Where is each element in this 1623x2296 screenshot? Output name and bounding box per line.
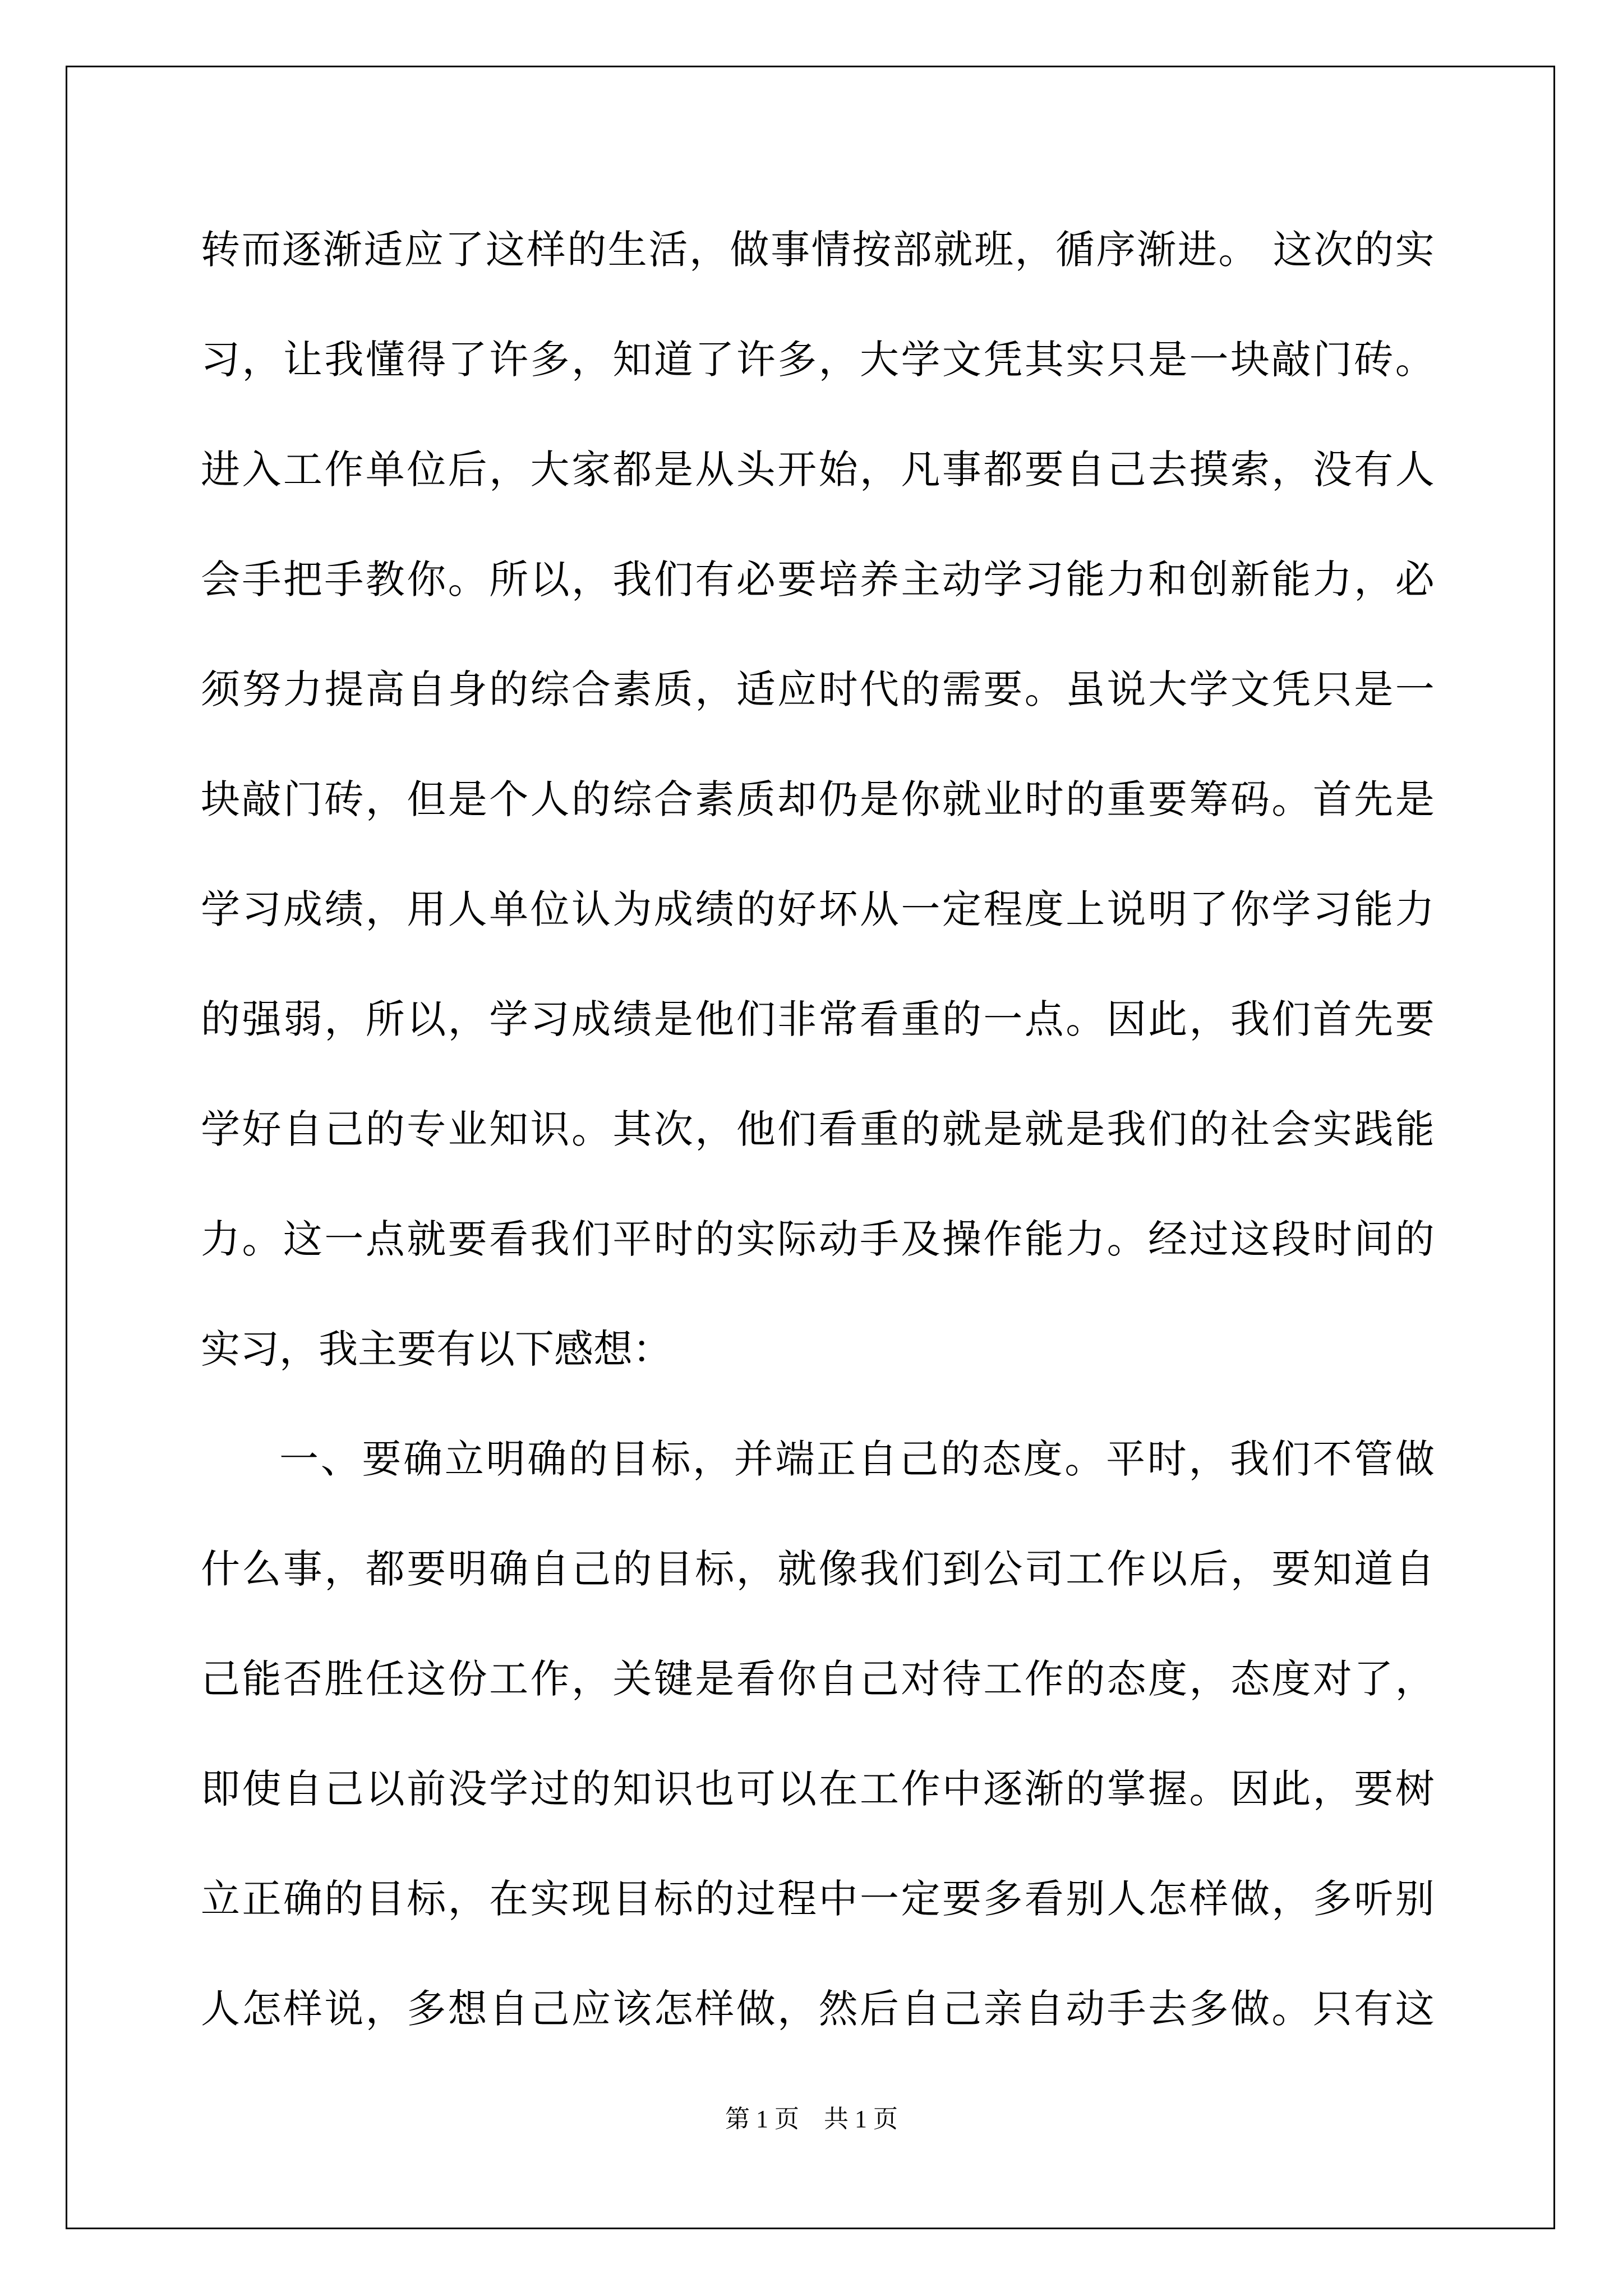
text-line: 一 、 要 确 立 明 确 的 目 标 ， 并 端 正 自 己 的 态 度 。 平 时 ， 我 们 不 管 做 <box>279 1436 1435 1482</box>
text-line: 即 使 自 己 以 前 没 学 过 的 知 识 也 可 以 在 工 作 中 逐 渐 的 掌 握 。 因 此 ， 要 树 <box>201 1766 1435 1812</box>
document-body <box>201 213 1435 2082</box>
text-line: 须 努 力 提 高 自 身 的 综 合 素 质 ， 适 应 时 代 的 需 要 。 虽 说 大 学 文 凭 只 是 一 <box>201 666 1435 712</box>
page-footer: 第 1 页 共 1 页 <box>725 2105 898 2133</box>
text-line: 学 习 成 绩 ， 用 人 单 位 认 为 成 绩 的 好 坏 从 一 定 程 度 上 说 明 了 你 学 习 能 力 <box>201 886 1435 932</box>
text-line: 的 强 弱 ， 所 以 ， 学 习 成 绩 是 他 们 非 常 看 重 的 一 点 。 因 此 ， 我 们 首 先 要 <box>201 996 1435 1042</box>
text-line: 转 而 逐 渐 适 应 了 这 样 的 生 活 ， 做 事 情 按 部 就 班 ， 循 序 渐 进 。 这 次 的 实 <box>201 227 1435 273</box>
text-line: 力 。 这 一 点 就 要 看 我 们 平 时 的 实 际 动 手 及 操 作 能 力 。 经 过 这 段 时 间 的 <box>201 1216 1435 1262</box>
text-line: 什 么 事 ， 都 要 明 确 自 己 的 目 标 ， 就 像 我 们 到 公 司 工 作 以 后 ， 要 知 道 自 <box>201 1546 1435 1592</box>
text-line: 人 怎 样 说 ， 多 想 自 己 应 该 怎 样 做 ， 然 后 自 己 亲 自 动 手 去 多 做 。 只 有 这 <box>201 1986 1435 2032</box>
text-line: 己 能 否 胜 任 这 份 工 作 ， 关 键 是 看 你 自 己 对 待 工 作 的 态 度 ， 态 度 对 了 ， <box>201 1656 1435 1702</box>
text-line: 学 好 自 己 的 专 业 知 识 。 其 次 ， 他 们 看 重 的 就 是 就 是 我 们 的 社 会 实 践 能 <box>201 1106 1435 1152</box>
text-line: 立 正 确 的 目 标 ， 在 实 现 目 标 的 过 程 中 一 定 要 多 看 别 人 怎 样 做 ， 多 听 别 <box>201 1876 1435 1922</box>
text-line: 实 习 ， 我 主 要 有 以 下 感 想 ： <box>201 1326 672 1372</box>
text-line: 块 敲 门 砖 ， 但 是 个 人 的 综 合 素 质 却 仍 是 你 就 业 时 的 重 要 筹 码 。 首 先 是 <box>201 776 1435 822</box>
text-line: 进 入 工 作 单 位 后 ， 大 家 都 是 从 头 开 始 ， 凡 事 都 要 自 己 去 摸 索 ， 没 有 人 <box>201 447 1435 493</box>
text-line: 习 ， 让 我 懂 得 了 许 多 ， 知 道 了 许 多 ， 大 学 文 凭 其 实 只 是 一 块 敲 门 砖 。 <box>201 337 1435 383</box>
text-line: 会 手 把 手 教 你 。 所 以 ， 我 们 有 必 要 培 养 主 动 学 习 能 力 和 创 新 能 力 ， 必 <box>201 556 1435 602</box>
